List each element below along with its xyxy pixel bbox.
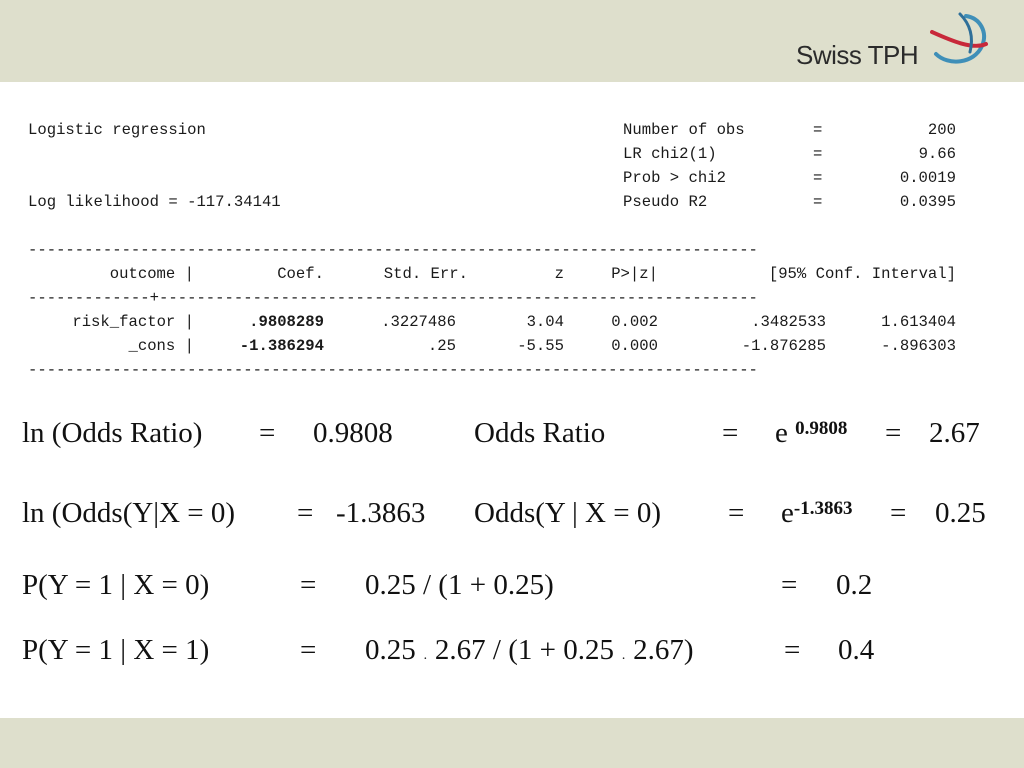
- header-z: z: [554, 265, 564, 283]
- eq4-expr-c: 2.67): [633, 634, 694, 666]
- eq1-equals: =: [259, 417, 276, 449]
- table-header: [28, 262, 956, 286]
- blank-line: [28, 214, 65, 238]
- eq1-exponential: [775, 417, 847, 449]
- stat-row: [28, 118, 956, 142]
- eq2-lhs: ln (Odds(Y|X = 0): [22, 497, 236, 529]
- divider: ------------------------------------------------------------------------------: [28, 361, 758, 379]
- eq1-exponent: 0.9808: [795, 418, 848, 439]
- eq4-equals2: =: [784, 634, 801, 666]
- table-row: [28, 310, 956, 334]
- logo-text: Swiss TPH: [796, 40, 919, 70]
- row-z: -5.55: [517, 337, 564, 355]
- multiply-dot: ·: [423, 652, 428, 667]
- regression-title: Logistic regression: [28, 121, 206, 139]
- row-coef: .9808289: [249, 313, 324, 331]
- row-name: _cons |: [128, 337, 194, 355]
- header-outcome: outcome |: [109, 265, 194, 283]
- stat-label: Pseudo R2: [623, 193, 708, 211]
- eq2-equals3: =: [890, 497, 907, 529]
- eq4-expr-a: 0.25: [365, 634, 416, 666]
- stat-equals: =: [813, 121, 823, 139]
- stat-equals: =: [813, 145, 823, 163]
- stat-equals: =: [813, 193, 823, 211]
- stat-row: [28, 190, 956, 214]
- row-ci-high: 1.613404: [881, 313, 956, 331]
- row-p: 0.002: [611, 313, 658, 331]
- eq4-expr-b: 2.67 / (1 + 0.25: [434, 634, 614, 666]
- eq3-expression: 0.25 / (1 + 0.25): [365, 569, 554, 601]
- eq1-lhs: ln (Odds Ratio): [22, 417, 203, 449]
- rule-mid: [28, 286, 758, 310]
- row-z: 3.04: [526, 313, 564, 331]
- stat-row: [28, 166, 956, 190]
- rule-top: [28, 238, 758, 262]
- multiply-dot: ·: [621, 652, 626, 667]
- rule-bottom: [28, 358, 758, 382]
- stat-value: 9.66: [918, 145, 956, 163]
- header-coef: Coef.: [277, 265, 324, 283]
- eq3-equals: =: [300, 569, 317, 601]
- eq2-equals2: =: [728, 497, 745, 529]
- eq1-base: e: [775, 417, 788, 449]
- eq4-equals: =: [300, 634, 317, 666]
- eq1-value: 0.9808: [313, 417, 393, 449]
- eq2-exponential: [781, 497, 852, 529]
- stat-value: 0.0395: [899, 193, 956, 211]
- header-stderr: Std. Err.: [383, 265, 468, 283]
- header-p: P>|z|: [611, 265, 658, 283]
- eq2-lhs2: Odds(Y | X = 0): [474, 497, 662, 529]
- divider: ------------------------------------------------------------------------------: [28, 241, 758, 259]
- eq2-base: e: [781, 497, 794, 529]
- table-row: [28, 334, 956, 358]
- row-name: risk_factor |: [72, 313, 194, 331]
- eq1-equals3: =: [885, 417, 902, 449]
- stat-value: 0.0019: [899, 169, 956, 187]
- row-stderr: .3227486: [381, 313, 456, 331]
- row-ci-low: .3482533: [751, 313, 826, 331]
- stat-label: LR chi2(1): [623, 145, 717, 163]
- footer-band: [0, 718, 1024, 768]
- eq2-value: -1.3863: [336, 497, 426, 529]
- eq2-equals: =: [297, 497, 314, 529]
- eq3-equals2: =: [781, 569, 798, 601]
- eq2-exponent: -1.3863: [793, 498, 853, 519]
- eq1-result: 2.67: [929, 417, 980, 449]
- divider: -------------+----------------------------------------------------------------: [28, 289, 758, 307]
- eq2-result: 0.25: [935, 497, 986, 529]
- swiss-tph-logo: [796, 8, 996, 74]
- stata-output: [28, 118, 956, 382]
- eq4-result: 0.4: [838, 634, 875, 666]
- eq1-lhs2: Odds Ratio: [474, 417, 606, 449]
- stat-equals: =: [813, 169, 823, 187]
- stat-row: [28, 142, 956, 166]
- stat-label: Prob > chi2: [623, 169, 726, 187]
- eq4-expression: [365, 634, 694, 672]
- row-ci-low: -1.876285: [741, 337, 826, 355]
- row-p: 0.000: [611, 337, 658, 355]
- eq3-result: 0.2: [836, 569, 873, 601]
- stat-value: 200: [927, 121, 956, 139]
- row-coef: -1.386294: [239, 337, 324, 355]
- row-ci-high: -.896303: [881, 337, 956, 355]
- header-ci: [95% Conf. Interval]: [768, 265, 956, 283]
- eq3-lhs: P(Y = 1 | X = 0): [22, 569, 210, 601]
- logo-swirl-icon: [930, 10, 990, 70]
- stat-label: Number of obs: [623, 121, 745, 139]
- log-likelihood: Log likelihood = -117.34141: [28, 193, 281, 211]
- eq1-equals2: =: [722, 417, 739, 449]
- row-stderr: .25: [427, 337, 456, 355]
- eq4-lhs: P(Y = 1 | X = 1): [22, 634, 210, 666]
